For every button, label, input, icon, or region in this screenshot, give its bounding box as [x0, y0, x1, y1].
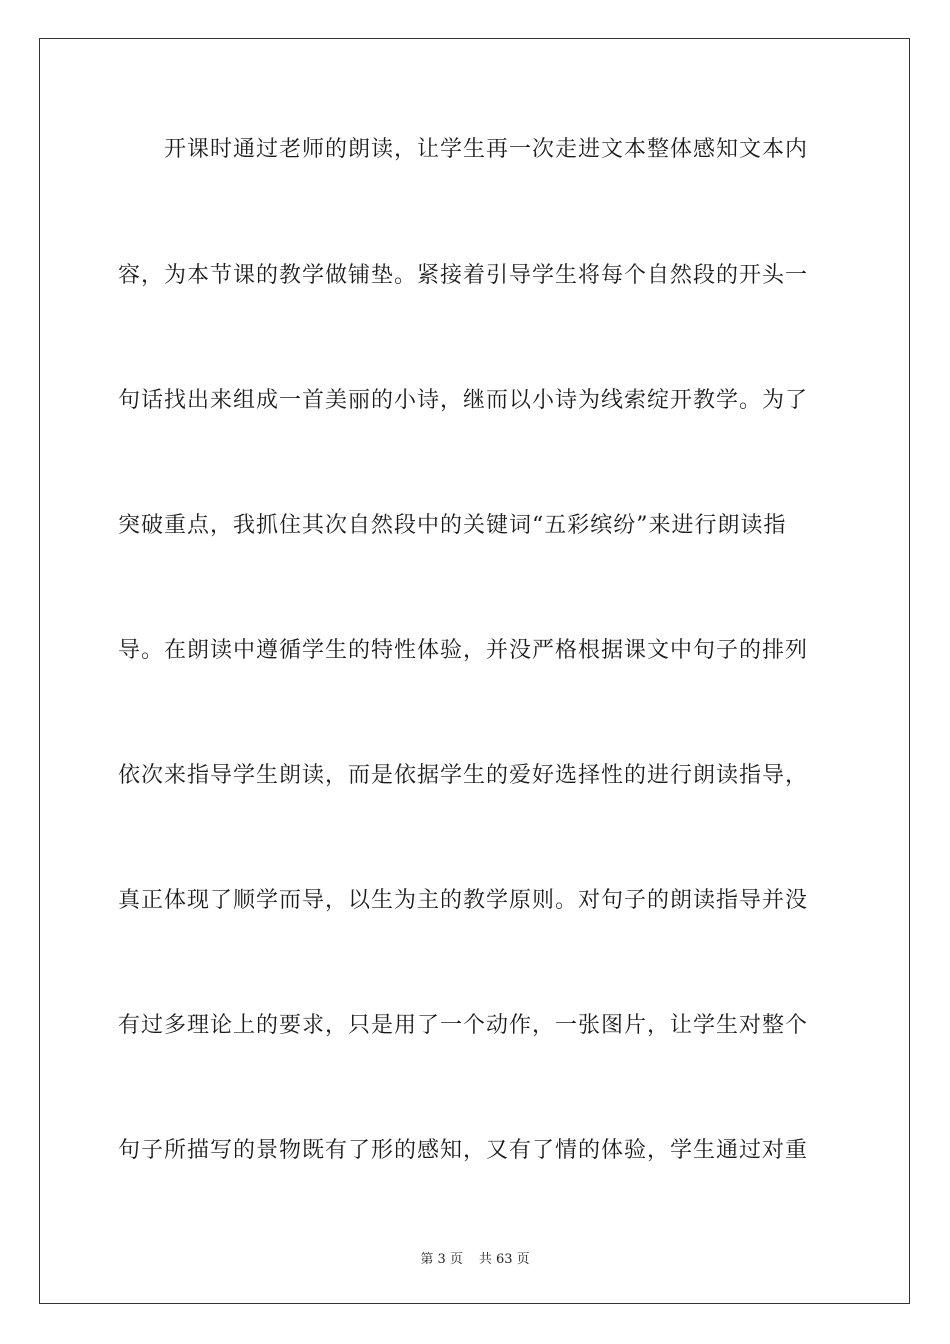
page-footer	[0, 1248, 950, 1267]
paragraph-line: 容，为本节课的教学做铺垫。紧接着引导学生将每个自然段的开头一	[118, 263, 809, 288]
page-number: 第 3 页	[420, 1252, 463, 1267]
paragraph-line: 开课时通过老师的朗读，让学生再一次走进文本整体感知文本内	[118, 137, 809, 162]
paragraph-line: 真正体现了顺学而导，以生为主的教学原则。对句子的朗读指导并没	[118, 888, 809, 913]
paragraph-line: 句子所描写的景物既有了形的感知，又有了情的体验，学生通过对重	[118, 1138, 809, 1163]
paragraph-line: 句话找出来组成一首美丽的小诗，继而以小诗为线索绽开教学。为了	[118, 388, 809, 413]
paragraph-line: 突破重点，我抓住其次自然段中的关键词“五彩缤纷”来进行朗读指	[118, 513, 787, 538]
paragraph-line: 依次来指导学生朗读，而是依据学生的爱好选择性的进行朗读指导，	[118, 763, 809, 788]
paragraph-line: 有过多理论上的要求，只是用了一个动作，一张图片，让学生对整个	[118, 1013, 809, 1038]
paragraph-line: 导。在朗读中遵循学生的特性体验，并没严格根据课文中句子的排列	[118, 638, 809, 663]
page-border	[39, 38, 910, 1304]
page-total: 共 63 页	[478, 1252, 530, 1267]
